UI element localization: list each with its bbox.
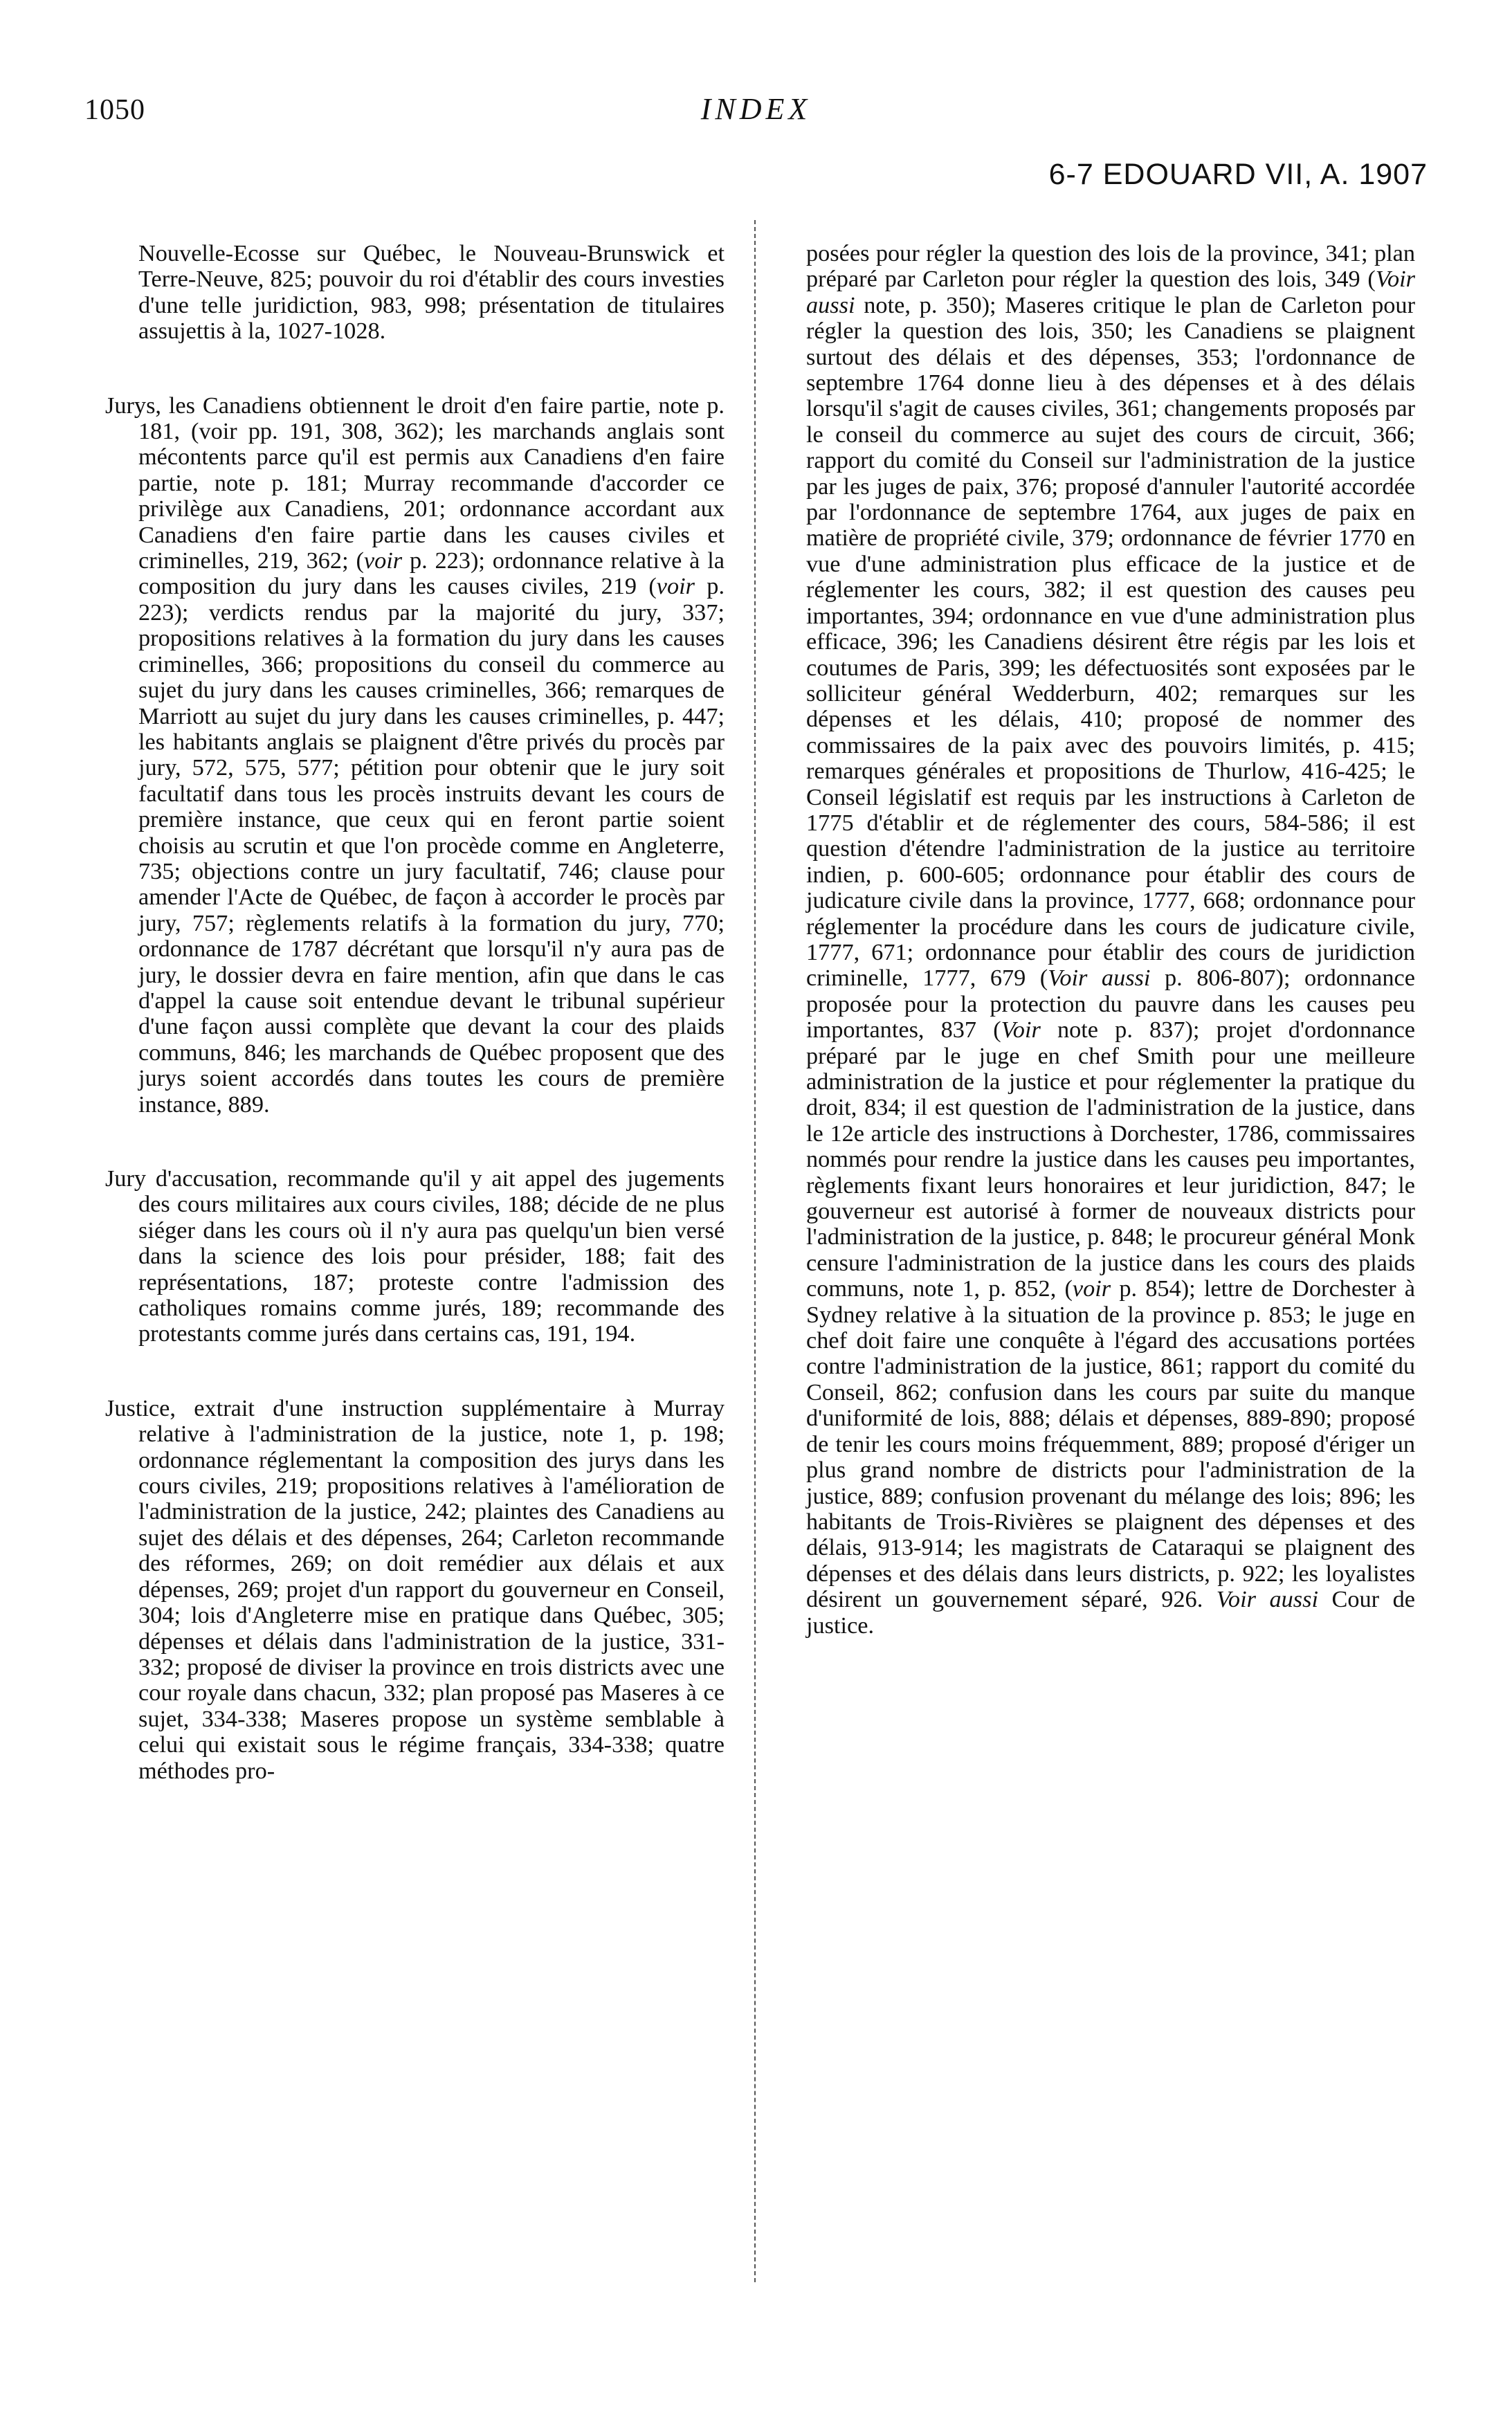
see-reference: Voir aussi — [806, 266, 1415, 318]
index-entry-jurys — [105, 393, 725, 1118]
see-reference: Voir aussi — [1216, 1586, 1318, 1613]
entry-text: Jury d'accusation, recommande qu'il y ait appel des jugements des cours militaires aux cours civiles, 188; décide de ne plus siéger dans les cours où il n'y aura pas quelqu'un bien versé dans la science des lois pour présider, 188; fait des représentations, 187; proteste contre l'admission des catholiques romains comme jurés, 189; recommande des protestants comme jurés dans certains cas, 191, 194. — [105, 1165, 725, 1347]
entry-text: p. 223); verdicts rendus par la majorité du jury, 337; propositions relatives à la formation du jury dans les causes criminelles, 366; propositions du conseil du commerce au sujet du jury dans les causes criminelles, 366; remarques de Marriott au sujet du jury dans les causes criminelles, p. 447; les habitants anglais se plaignent d'être privés du procès par jury, 572, 575, 577; pétition pour obtenir que le jury soit facultatif dans tous les procès instruits devant les cours de première instance, que ceux qui en feront partie soient choisis au scrutin et que l'on procède comme en Angleterre, 735; objections contre un jury facultatif, 746; clause pour amender l'Acte de Québec, de façon à accorder le procès par jury, 757; règlements relatifs à la formation du jury, 770; ordonnance de 1787 décrétant que lorsqu'il n'y aura pas de jury, le dossier devra en faire mention, afin que dans le cas d'appel la cause soit entendue devant le tribunal supérieur d'une façon aussi complète que devant la cour des plaids communs, 846; les marchands de Québec proposent que des jurys soient accordés dans toutes les cours de première instance, 889. — [138, 573, 725, 1118]
left-column — [105, 241, 725, 1832]
see-reference: Voir — [1001, 1017, 1041, 1044]
entry-text: note, p. 350); Maseres critique le plan de Carleton pour régler la question des lois, 350; les Canadiens se plaignent surtout des délais et des dépenses, 353; l'ordonnance de septembre 1764 donne lieu à des dépenses et à des délais lorsqu'il s'agit de causes civiles, 361; changements proposés par le conseil du commerce au sujet des cours de circuit, 366; rapport du comité du Conseil sur l'administration de la justice par les juges de paix, 376; proposé d'annuler l'autorité accordée par l'ordonnance de septembre 1764, aux juges de paix en matière de propriété civile, 379; ordonnance de février 1770 en vue d'une administration plus efficace de la justice et de réglementer les cours, 382; il est question des causes peu importantes, 394; ordonnance en vue d'une administration plus efficace, 396; les Canadiens désirent être régis par les lois et coutumes de Paris, 399; les défectuosités sont exposées par le solliciteur général Wedderburn, 402; remarques sur les dépenses et les délais, 410; proposé de nommer des commissaires de la paix avec des pouvoirs limités, p. 415; remarques générales et propositions de Thurlow, 416-425; le Conseil législatif est requis par les instructions à Carleton de 1775 d'établir et de réglementer des cours, 584-586; il est question d'étendre l'administration de la justice au territoire indien, p. 600-605; ordonnance pour établir des cours de judicature civile dans la province, 1777, 668; ordonnance pour réglementer la procédure dans les cours de judicature civile, 1777, 671; ordonnance pour établir des cours de juridiction criminelle, 1777, 679 ( — [806, 291, 1415, 992]
session-header: 6-7 EDOUARD VII, A. 1907 — [1048, 158, 1428, 191]
index-entry-continued — [105, 241, 725, 345]
see-reference: voir — [363, 547, 403, 574]
running-title: INDEX — [700, 92, 812, 126]
entry-text: Jurys, les Canadiens obtiennent le droit d'en faire partie, note p. 181, (voir pp. 191, 308, 362); les marchands anglais sont mécontents parce qu'il est permis aux Canadiens d'en faire partie, note p. 181; Murray recommande d'accorder ce privilège aux Canadiens, 201; ordonnance accordant aux Canadiens d'en faire partie dans les causes civiles et criminelles, 219, 362; ( — [105, 392, 725, 574]
entry-text: p. 854); lettre de Dorchester à Sydney relative à la situation de la province p. 853; le juge en chef doit faire une conquête à l'égard des accusations portées contre l'administration de la justice, 861; rapport du comité du Conseil, 862; confusion dans les cours par suite du manque d'uniformité de lois, 888; délais et dépenses, 889-890; proposé de tenir les cours moins fréquemment, 889; proposé d'ériger un plus grand nombre de districts pour l'administration de la justice, 889; confusion provenant du mélange des lois; 896; les habitants de Trois-Rivières se plaignent des dépenses et des délais, 913-914; les magistrats de Cataraqui se plaignent des dépenses et des délais dans leurs districts, p. 922; les loyalistes désirent un gouvernement séparé, 926. — [806, 1275, 1416, 1613]
right-column — [806, 241, 1415, 1639]
index-entry-justice — [105, 1396, 725, 1784]
see-reference: voir — [1072, 1275, 1111, 1302]
entry-text: Justice, extrait d'une instruction supplémentaire à Murray relative à l'administration de la justice, note 1, p. 198; ordonnance réglementant la composition des jurys dans les cours civiles, 219; propositions relatives à l'amélioration de l'administration de la justice, 242; plaintes des Canadiens au sujet des délais et des dépenses, 264; Carleton recommande des réformes, 269; on doit remédier aux délais et aux dépenses, 269; projet d'un rapport du gouverneur en Conseil, 304; lois d'Angleterre mise en pratique dans Québec, 305; dépenses et délais dans l'administration de la justice, 331-332; proposé de diviser la province en trois districts avec une cour royale dans chacun, 332; plan proposé pas Maseres à ce sujet, 334-338; Maseres propose un système semblable à celui qui existait sous le régime français, 334-338; quatre méthodes pro- — [105, 1394, 725, 1784]
entry-text: p. 806-807); ordonnance proposée pour la protection du pauvre dans les causes peu importantes, 837 ( — [806, 965, 1415, 1044]
column-divider — [754, 220, 756, 2282]
index-entry-jury-accusation — [105, 1166, 725, 1347]
see-reference: Voir aussi — [1048, 965, 1151, 992]
page-number: 1050 — [84, 94, 145, 126]
see-reference: voir — [656, 573, 695, 600]
entry-text: posées pour régler la question des lois de la province, 341; plan préparé par Carleton pour régler la question des lois, 349 ( — [806, 240, 1415, 293]
entry-text: Nouvelle-Ecosse sur Québec, le Nouveau-Brunswick et Terre-Neuve, 825; pouvoir du roi d'établir des cours investies d'une telle juridiction, 983, 998; présentation de titulaires assujettis à la, 1027-1028. — [138, 240, 725, 345]
entry-text: Cour de justice. — [806, 1586, 1415, 1639]
index-entry-justice-continued — [806, 241, 1415, 1639]
entry-text: note p. 837); projet d'ordonnance préparé par le juge en chef Smith pour une meilleure administration de la justice et pour réglementer la pratique du droit, 834; il est question de l'administration de la justice, dans le 12e article des instructions à Dorchester, 1786, commissaires nommés pour rendre la justice dans les causes peu importantes, règlements fixant leurs honoraires et leur juridiction, 847; le gouverneur est autorisé à former de nouveaux districts pour l'administration de la justice, p. 848; le procureur général Monk censure l'administration de la justice dans les cours des plaids communs, note 1, p. 852, ( — [806, 1017, 1416, 1302]
entry-text: p. 223); ordonnance relative à la composition du jury dans les causes civiles, 219 ( — [138, 547, 725, 600]
